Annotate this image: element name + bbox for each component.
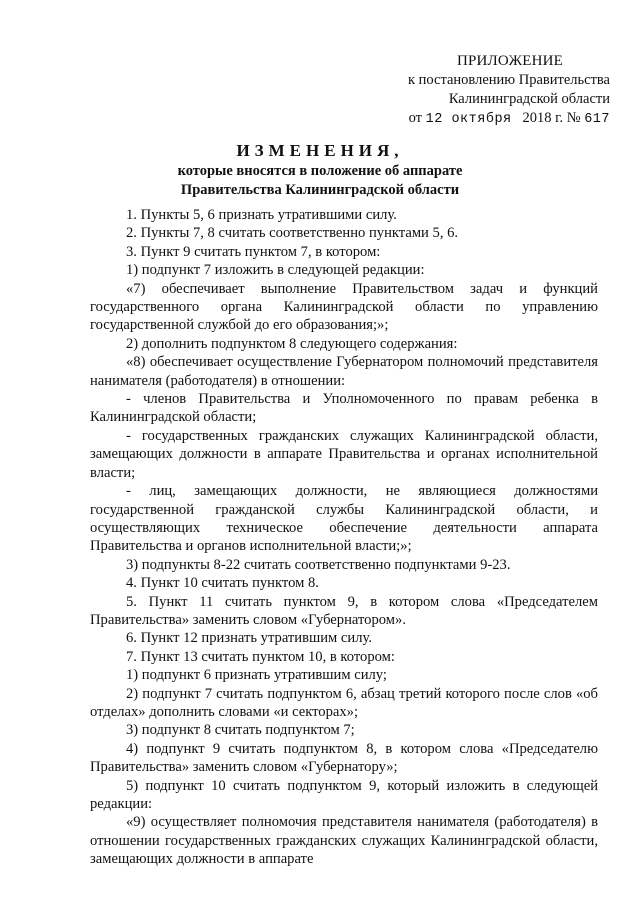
appendix-date-line (360, 109, 610, 129)
paragraph: 7. Пункт 13 считать пунктом 10, в котором: (126, 648, 395, 665)
paragraph: - членов Правительства и Уполномоченного по правам ребенка в Калининградской области; (90, 391, 598, 426)
appendix-line-1: к постановлению Правительства (408, 72, 610, 88)
date-handwritten: 12 октября (425, 112, 512, 127)
paragraph: «7) обеспечивает выполнение Правительством задач и функций государственного органа Калининградской области по управлению государственной службой до его образования;»; (90, 280, 598, 334)
paragraph: 2) дополнить подпунктом 8 следующего содержания: (126, 335, 458, 352)
appendix-title: ПРИЛОЖЕНИЕ (456, 53, 564, 69)
paragraph: 4. Пункт 10 считать пунктом 8. (126, 575, 319, 592)
document-heading (150, 140, 490, 200)
paragraph: 2. Пункты 7, 8 считать соответственно пунктами 5, 6. (126, 225, 459, 242)
number-prefix: № (566, 110, 581, 126)
paragraph: 3) подпункты 8-22 считать соответственно подпунктами 9-23. (126, 556, 511, 573)
document-body (90, 206, 598, 869)
document-number: 617 (584, 112, 610, 127)
date-prefix: от (408, 110, 423, 126)
paragraph: 6. Пункт 12 признать утратившим силу. (126, 630, 372, 647)
paragraph: 5) подпункт 10 считать подпунктом 9, который изложить в следующей редакции: (90, 777, 598, 812)
paragraph: 1) подпункт 7 изложить в следующей редакции: (126, 262, 425, 279)
appendix-block (360, 52, 610, 129)
heading-title: ИЗМЕНЕНИЯ, (236, 141, 404, 160)
heading-subtitle-1: которые вносятся в положение об аппарате (177, 163, 463, 179)
heading-subtitle-2: Правительства Калининградской области (180, 182, 460, 198)
paragraph: 1) подпункт 6 признать утратившим силу; (126, 667, 387, 684)
paragraph: - лиц, замещающих должности, не являющиеся должностями государственной гражданской службы Калининградской области, и осуществляющих техническое обеспечение деятельности аппарата Правительства и органов исполнительной власти;»; (90, 483, 598, 555)
paragraph: «8) обеспечивает осуществление Губернатором полномочий представителя нанимателя (работодателя) в отношении: (90, 354, 598, 389)
paragraph: 2) подпункт 7 считать подпунктом 6, абзац третий которого после слов «об отделах» дополнить словами «и секторах»; (90, 685, 598, 720)
paragraph: 1. Пункты 5, 6 признать утратившими силу. (126, 207, 397, 223)
appendix-line-2: Калининградской области (448, 91, 610, 107)
paragraph: 3) подпункт 8 считать подпунктом 7; (126, 722, 355, 739)
paragraph: - государственных гражданских служащих Калининградской области, замещающих должности в аппарате Правительства и органах исполнительной власти; (90, 427, 598, 481)
paragraph: «9) осуществляет полномочия представителя нанимателя (работодателя) в отношении государственных гражданских служащих Калининградской области, замещающих должности в аппарате (90, 814, 598, 868)
date-year: 2018 г. (522, 110, 564, 126)
paragraph: 5. Пункт 11 считать пунктом 9, в котором слова «Председателем Правительства» заменить словом «Губернатором». (90, 593, 598, 628)
paragraph: 4) подпункт 9 считать подпунктом 8, в котором слова «Председателю Правительства» заменить словом «Губернатору»; (90, 740, 598, 776)
paragraph: 3. Пункт 9 считать пунктом 7, в котором: (126, 243, 381, 260)
